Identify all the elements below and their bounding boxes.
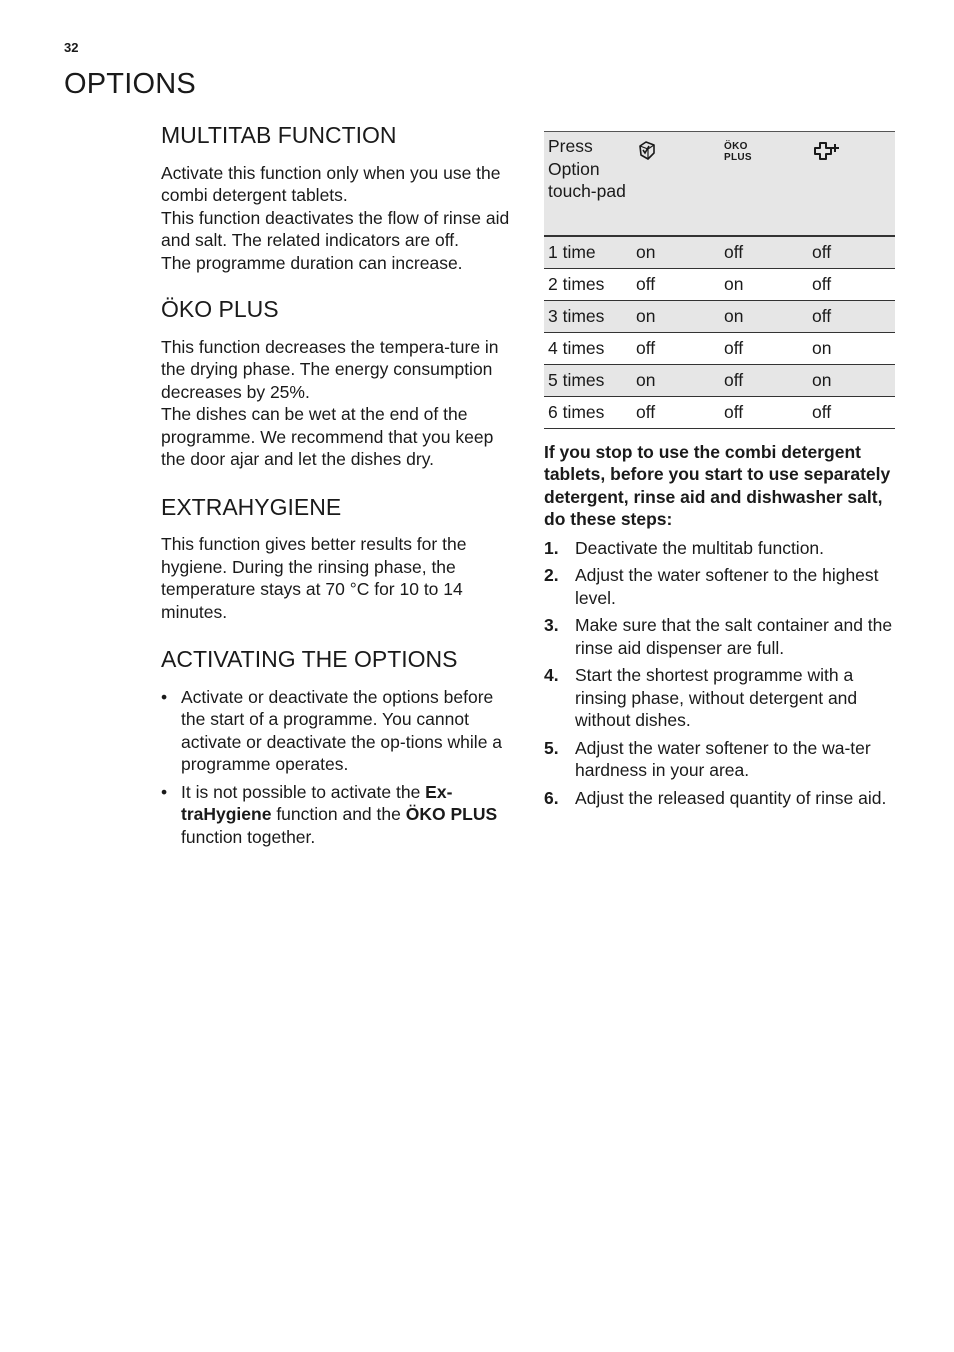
activating-heading: ACTIVATING THE OPTIONS xyxy=(161,646,458,673)
table-cell: on xyxy=(812,337,832,358)
left-column xyxy=(161,122,517,872)
table-row xyxy=(544,300,895,332)
multitab-paragraph: The programme duration can increase. xyxy=(161,252,463,273)
table-cell: off xyxy=(812,273,832,294)
oko-plus-section xyxy=(161,296,517,471)
table-row xyxy=(544,364,895,396)
step-text: Deactivate the multitab function. xyxy=(575,537,825,558)
list-item xyxy=(544,564,895,609)
table-row xyxy=(544,268,895,300)
table-cell: off xyxy=(724,401,744,422)
oko-plus-term: ÖKO PLUS xyxy=(405,804,498,825)
table-cell: 2 times xyxy=(548,273,605,294)
multitab-icon xyxy=(636,139,658,161)
step-number: 6. xyxy=(544,787,559,808)
oko-plus-paragraph: The dishes can be wet at the end of the programme. We recommend that you keep the door ajar and let the dishes dry. xyxy=(161,404,494,470)
table-header-row xyxy=(544,132,895,237)
bullet-text: function together. xyxy=(181,826,316,847)
table-cell: 1 time xyxy=(548,242,596,262)
extrahygiene-paragraph: This function gives better results for the hygiene. During the rinsing phase, the temperature stays at 70 °C for 10 to 14 minutes. xyxy=(161,534,467,622)
table-cell: off xyxy=(636,401,656,422)
list-item xyxy=(544,787,895,810)
table-cell: on xyxy=(724,305,744,326)
header-multitab xyxy=(632,132,720,237)
page-number: 32 xyxy=(64,40,79,55)
table-cell: off xyxy=(724,337,744,358)
right-column xyxy=(544,131,895,814)
steps-list xyxy=(544,537,895,810)
step-text: Make sure that the salt container and the rinse aid dispenser are full. xyxy=(575,615,893,658)
table-cell: off xyxy=(812,242,832,262)
extrahygiene-icon xyxy=(812,139,842,163)
multitab-heading: MULTITAB FUNCTION xyxy=(161,122,397,148)
table-cell: on xyxy=(724,273,744,294)
table-cell: off xyxy=(636,337,656,358)
step-number: 2. xyxy=(544,565,559,585)
list-item xyxy=(544,737,895,782)
step-text: Adjust the water softener to the highest level. xyxy=(575,565,879,608)
header-extrahygiene xyxy=(808,132,895,237)
steps-intro: If you stop to use the combi detergent tablets, before you start to use separately detergent, rinse aid and dishwasher salt, do these steps: xyxy=(544,441,891,529)
step-text: Start the shortest programme with a rinsing phase, without detergent and without dishes. xyxy=(575,665,858,730)
bullet-marker: • xyxy=(161,781,168,802)
table-cell: 5 times xyxy=(548,369,605,390)
bullet-text: Activate or deactivate the options before the start of a programme. You cannot activate or deactivate the op-tions while a programme operates. xyxy=(181,686,503,775)
oko-plus-icon xyxy=(724,141,752,163)
list-item xyxy=(161,686,517,776)
list-item xyxy=(544,664,895,732)
table-row xyxy=(544,332,895,364)
step-number: 4. xyxy=(544,665,559,685)
header-press-option: Press Option touch-pad xyxy=(548,136,626,201)
step-text: Adjust the released quantity of rinse aid. xyxy=(575,787,887,808)
multitab-paragraph: This function deactivates the flow of rinse aid and salt. The related indicators are off. xyxy=(161,207,510,251)
table-cell: 4 times xyxy=(548,337,605,358)
table-cell: off xyxy=(812,401,832,422)
step-number: 1. xyxy=(544,537,559,558)
table-row xyxy=(544,396,895,428)
header-oko-plus xyxy=(720,132,808,237)
bullet-marker: • xyxy=(161,686,168,707)
bullet-text: It is not possible to activate the xyxy=(181,781,426,802)
bullet-text: function and the xyxy=(271,804,406,825)
extrahygiene-section xyxy=(161,494,517,624)
oko-plus-heading: ÖKO PLUS xyxy=(161,296,279,323)
activating-section xyxy=(161,646,517,848)
list-item xyxy=(161,781,517,849)
table-cell: on xyxy=(636,305,656,326)
table-cell: 6 times xyxy=(548,401,605,422)
extrahygiene-heading: EXTRAHYGIENE xyxy=(161,493,342,520)
options-table xyxy=(544,131,895,429)
table-cell: off xyxy=(636,273,656,294)
step-text: Adjust the water softener to the wa-ter hardness in your area. xyxy=(575,737,871,780)
list-item xyxy=(544,537,895,560)
activating-list xyxy=(161,686,517,849)
table-cell: on xyxy=(812,369,832,390)
table-cell: off xyxy=(812,305,832,326)
table-row xyxy=(544,236,895,268)
table-cell: on xyxy=(636,369,656,390)
list-item xyxy=(544,614,895,659)
oko-plus-paragraph: This function decreases the tempera-ture in the drying phase. The energy consumption decreases by 25%. xyxy=(161,336,499,402)
table-cell: on xyxy=(636,242,656,262)
table-cell: 3 times xyxy=(548,305,605,326)
extrahygiene-term: Ex-traHygiene xyxy=(181,781,453,825)
table-cell: off xyxy=(724,242,744,262)
oko-plus-icon-line: ÖKO xyxy=(724,141,748,152)
multitab-section xyxy=(161,122,517,274)
step-number: 3. xyxy=(544,615,559,635)
step-number: 5. xyxy=(544,737,559,758)
page-title: OPTIONS xyxy=(64,68,196,100)
multitab-paragraph: Activate this function only when you use the combi detergent tablets. xyxy=(161,162,501,206)
table-cell: off xyxy=(724,369,744,390)
oko-plus-icon-line: PLUS xyxy=(724,152,752,163)
